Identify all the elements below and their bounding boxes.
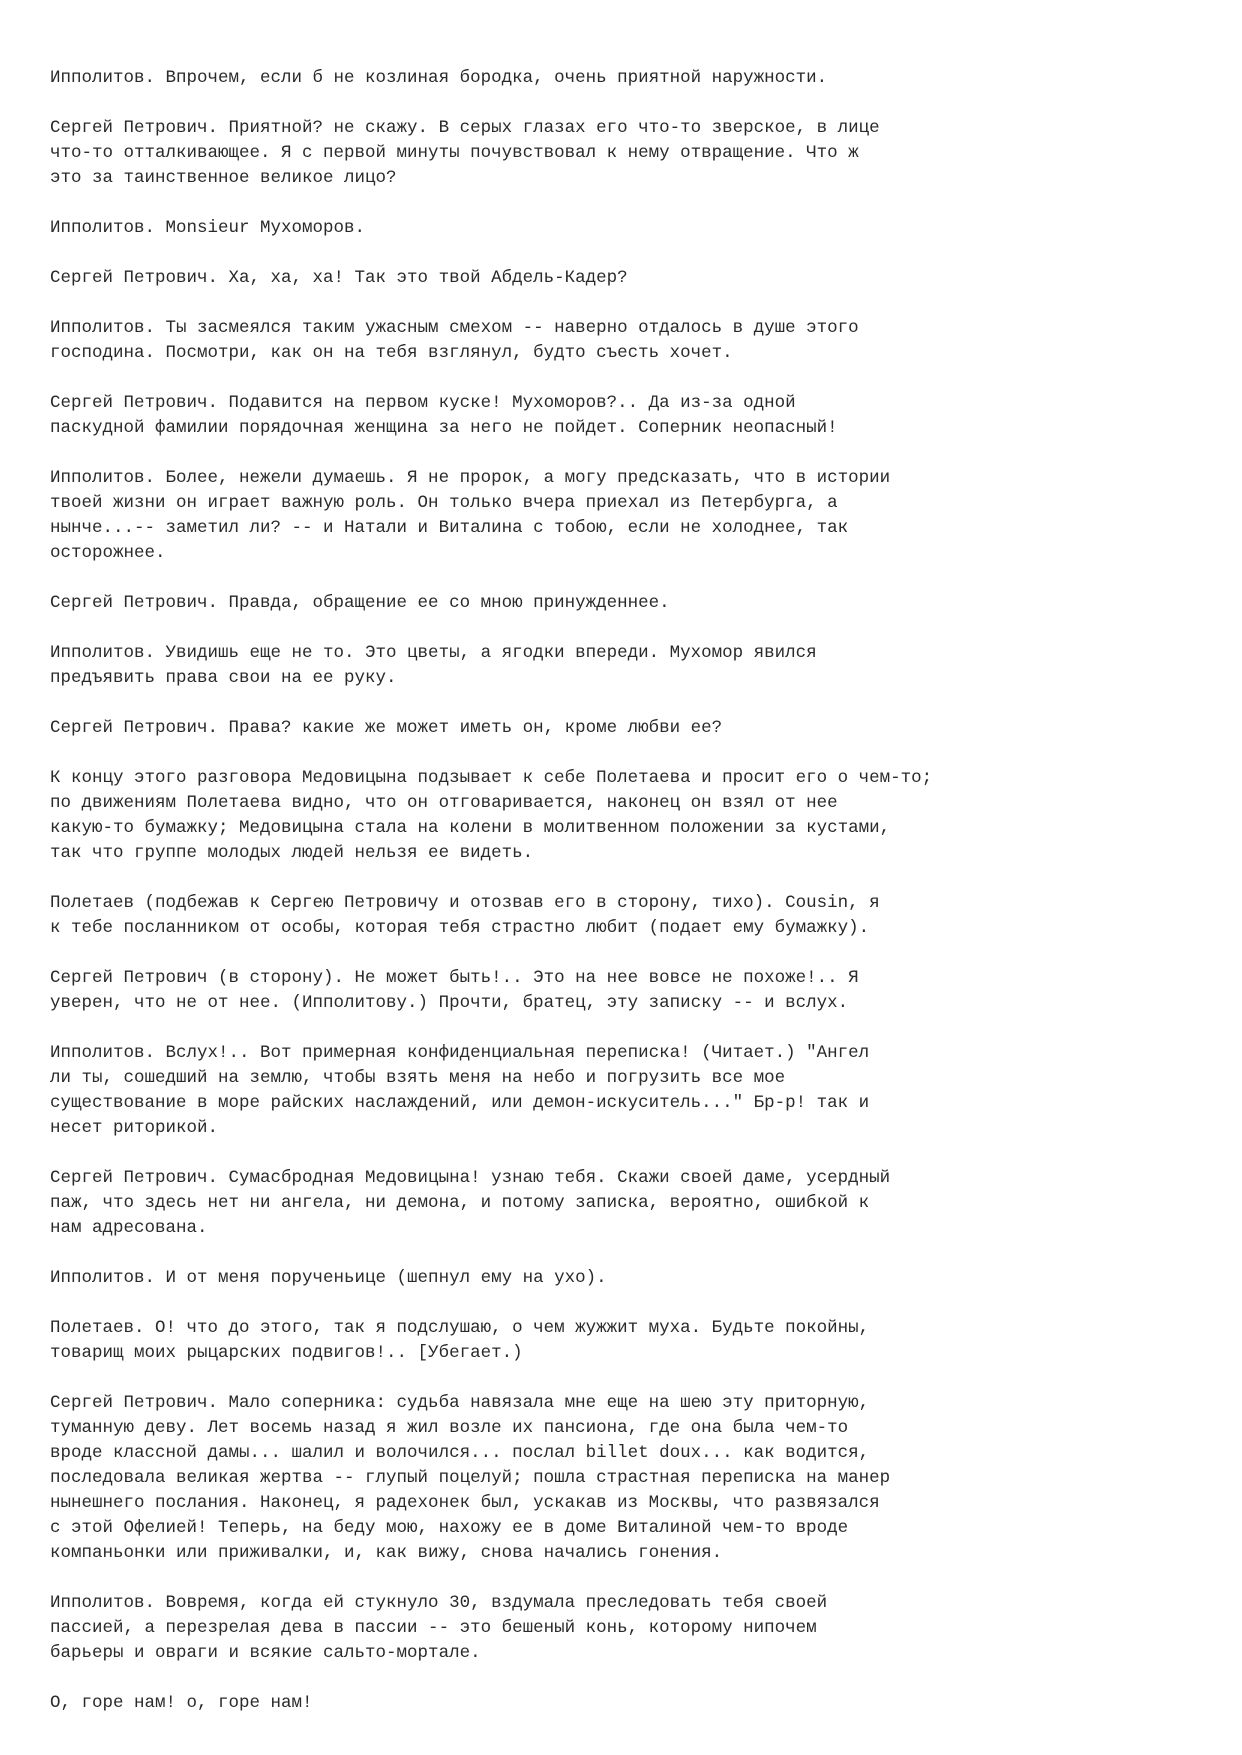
paragraph — [50, 591, 1210, 616]
text-line: предъявить права свои на ее руку. — [50, 668, 397, 688]
text-line: Сергей Петрович (в сторону). Не может быть!.. Это на нее вовсе не похоже!.. Я — [50, 968, 859, 988]
text-line: вроде классной дамы... шалил и волочился... послал billet doux... как водится, — [50, 1443, 870, 1463]
text-line: Ипполитов. Вовремя, когда ей стукнуло 30, вздумала преследовать тебя своей — [50, 1593, 828, 1613]
paragraph — [50, 66, 1210, 91]
text-line: Полетаев. О! что до этого, так я подслушаю, о чем жужжит муха. Будьте покойны, — [50, 1318, 870, 1338]
paragraph — [50, 1391, 1210, 1566]
text-line: нынче...-- заметил ли? -- и Натали и Виталина с тобою, если не холоднее, так — [50, 518, 849, 538]
paragraph — [50, 1166, 1210, 1241]
paragraph — [50, 641, 1210, 691]
text-line: К концу этого разговора Медовицына подзывает к себе Полетаева и просит его о чем-то; — [50, 768, 933, 788]
text-line: Сергей Петрович. Сумасбродная Медовицына! узнаю тебя. Скажи своей даме, усердный — [50, 1168, 891, 1188]
text-line: господина. Посмотри, как он на тебя взглянул, будто съесть хочет. — [50, 343, 733, 363]
text-line: нынешнего послания. Наконец, я радехонек был, ускакав из Москвы, что развязался — [50, 1493, 880, 1513]
paragraph — [50, 1691, 1210, 1716]
text-line: барьеры и овраги и всякие сальто-мортале. — [50, 1643, 481, 1663]
text-line: существование в море райских наслаждений, или демон-искуситель..." Бр-р! так и — [50, 1093, 870, 1113]
text-line: что-то отталкивающее. Я с первой минуты почувствовал к нему отвращение. Что ж — [50, 143, 859, 163]
text-line: последовала великая жертва -- глупый поцелуй; пошла страстная переписка на манер — [50, 1468, 891, 1488]
text-line: Ипполитов. И от меня порученьице (шепнул ему на ухо). — [50, 1268, 607, 1288]
text-line: это за таинственное великое лицо? — [50, 168, 397, 188]
text-line: по движениям Полетаева видно, что он отговаривается, наконец он взял от нее — [50, 793, 838, 813]
paragraph — [50, 466, 1210, 566]
text-line: с этой Офелией! Теперь, на беду мою, нахожу ее в доме Виталиной чем-то вроде — [50, 1518, 849, 1538]
paragraph — [50, 1266, 1210, 1291]
text-line: паж, что здесь нет ни ангела, ни демона, и потому записка, вероятно, ошибкой к — [50, 1193, 870, 1213]
paragraph — [50, 391, 1210, 441]
text-line: какую-то бумажку; Медовицына стала на колени в молитвенном положении за кустами, — [50, 818, 891, 838]
text-line: Сергей Петрович. Правда, обращение ее со мною принужденнее. — [50, 593, 670, 613]
text-line: несет риторикой. — [50, 1118, 219, 1138]
text-line: товарищ моих рыцарских подвигов!.. [Убегает.) — [50, 1343, 523, 1363]
text-line: компаньонки или приживалки, и, как вижу, снова начались гонения. — [50, 1543, 723, 1563]
text-line: Ипполитов. Вслух!.. Вот примерная конфиденциальная переписка! (Читает.) "Ангел — [50, 1043, 870, 1063]
text-line: уверен, что не от нее. (Ипполитову.) Прочти, братец, эту записку -- и вслух. — [50, 993, 849, 1013]
text-line: Ипполитов. Ты засмеялся таким ужасным смехом -- наверно отдалось в душе этого — [50, 318, 859, 338]
text-line: твоей жизни он играет важную роль. Он только вчера приехал из Петербурга, а — [50, 493, 838, 513]
text-line: Ипполитов. Впрочем, если б не козлиная бородка, очень приятной наружности. — [50, 68, 828, 88]
text-line: Сергей Петрович. Мало соперника: судьба навязала мне еще на шею эту приторную, — [50, 1393, 870, 1413]
text-line: к тебе посланником от особы, которая тебя страстно любит (подает ему бумажку). — [50, 918, 870, 938]
text-line: Сергей Петрович. Приятной? не скажу. В серых глазах его что-то зверское, в лице — [50, 118, 880, 138]
text-line: Ипполитов. Более, нежели думаешь. Я не пророк, а могу предсказать, что в истории — [50, 468, 891, 488]
paragraph — [50, 716, 1210, 741]
text-line: Ипполитов. Monsieur Мухоморов. — [50, 218, 366, 238]
paragraph — [50, 266, 1210, 291]
paragraph — [50, 216, 1210, 241]
paragraph — [50, 316, 1210, 366]
text-line: Полетаев (подбежав к Сергею Петровичу и отозвав его в сторону, тихо). Cousin, я — [50, 893, 880, 913]
text-line: Сергей Петрович. Права? какие же может иметь он, кроме любви ее? — [50, 718, 723, 738]
text-line: Сергей Петрович. Подавится на первом куске! Мухоморов?.. Да из-за одной — [50, 393, 796, 413]
text-line: осторожнее. — [50, 543, 166, 563]
text-line: нам адресована. — [50, 1218, 208, 1238]
text-line: так что группе молодых людей нельзя ее видеть. — [50, 843, 534, 863]
paragraph — [50, 1041, 1210, 1141]
text-line: О, горе нам! о, горе нам! — [50, 1693, 313, 1713]
paragraph — [50, 966, 1210, 1016]
paragraph — [50, 766, 1210, 866]
paragraph — [50, 1316, 1210, 1366]
document-body — [50, 66, 1210, 1741]
text-line: пассией, а перезрелая дева в пассии -- это бешеный конь, которому нипочем — [50, 1618, 817, 1638]
paragraph — [50, 891, 1210, 941]
text-line: Сергей Петрович. Ха, ха, ха! Так это твой Абдель-Кадер? — [50, 268, 628, 288]
paragraph — [50, 116, 1210, 191]
text-line: Ипполитов. Увидишь еще не то. Это цветы, а ягодки впереди. Мухомор явился — [50, 643, 817, 663]
text-line: паскудной фамилии порядочная женщина за него не пойдет. Соперник неопасный! — [50, 418, 838, 438]
text-line: туманную деву. Лет восемь назад я жил возле их пансиона, где она была чем-то — [50, 1418, 849, 1438]
paragraph — [50, 1591, 1210, 1666]
text-line: ли ты, сошедший на землю, чтобы взять меня на небо и погрузить все мое — [50, 1068, 786, 1088]
